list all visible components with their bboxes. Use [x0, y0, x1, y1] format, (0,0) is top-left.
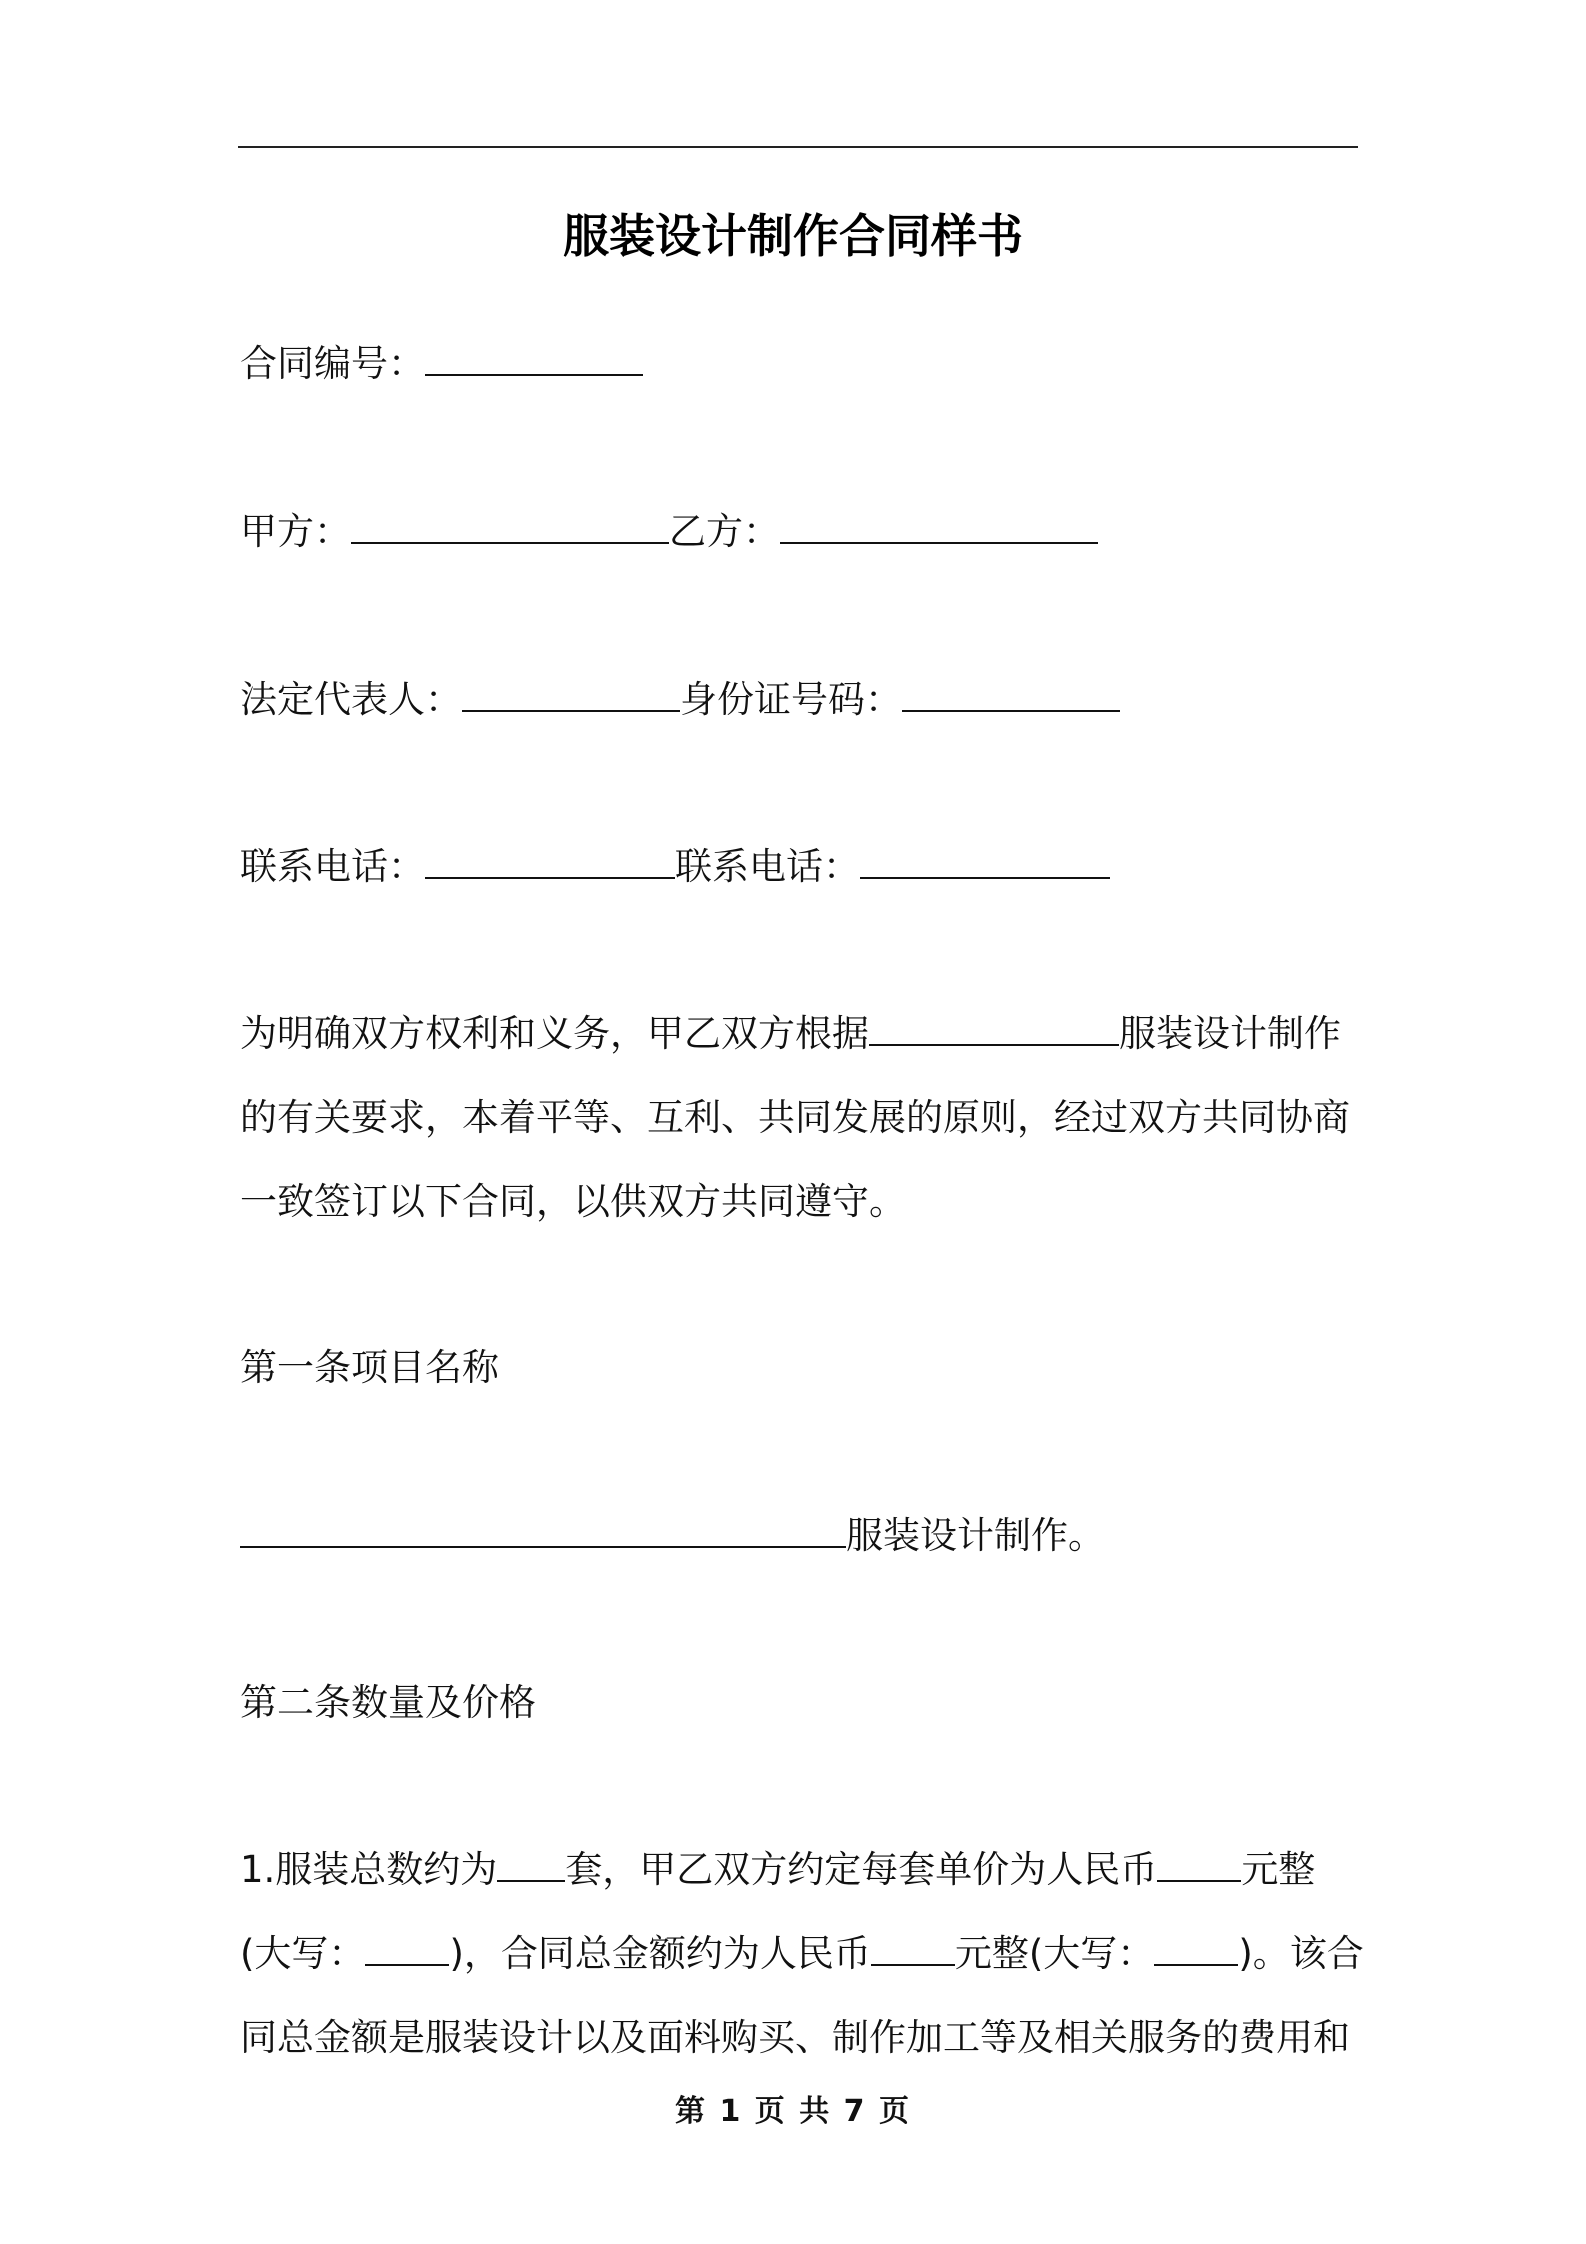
article-2-heading: 第二条数量及价格 [240, 1681, 536, 1724]
legal-rep-blank[interactable] [462, 676, 680, 712]
article-2-text-1c: 元整 [1241, 1848, 1316, 1891]
total-amount-blank[interactable] [871, 1930, 955, 1966]
total-amount-capital-blank[interactable] [1154, 1930, 1238, 1966]
intro-blank[interactable] [869, 1010, 1119, 1046]
article-2-text-2c: 元整(大写： [954, 1932, 1155, 1975]
header-rule [238, 146, 1358, 148]
id-number-label: 身份证号码： [680, 678, 902, 721]
article-2-text-1a: 1.服装总数约为 [240, 1848, 498, 1891]
article-2-row-1 [240, 1828, 1360, 1912]
phone-b-blank[interactable] [860, 843, 1110, 879]
intro-text-1b: 服装设计制作 [1119, 1012, 1341, 1055]
parties-line [240, 506, 1098, 558]
quantity-blank[interactable] [497, 1846, 565, 1882]
id-number-blank[interactable] [902, 676, 1120, 712]
article-2-text-2b: )，合同总金额约为人民币 [449, 1932, 871, 1975]
party-a-label: 甲方： [240, 510, 351, 553]
phone-a-blank[interactable] [425, 843, 675, 879]
project-name-blank[interactable] [240, 1512, 846, 1548]
article-2-text-2a: (大写： [240, 1932, 366, 1975]
article-2-row-3: 同总金额是服装设计以及面料购买、制作加工等及相关服务的费用和 [240, 2016, 1350, 2059]
party-b-blank[interactable] [780, 508, 1098, 544]
intro-paragraph [240, 992, 1360, 1244]
intro-row-2: 的有关要求，本着平等、互利、共同发展的原则，经过双方共同协商 [240, 1096, 1350, 1139]
article-1-text: 服装设计制作。 [846, 1514, 1105, 1557]
intro-row-3: 一致签订以下合同，以供双方共同遵守。 [240, 1180, 906, 1223]
contract-number-label: 合同编号： [240, 342, 425, 385]
legal-rep-label: 法定代表人： [240, 678, 462, 721]
unit-price-blank[interactable] [1157, 1846, 1241, 1882]
phone-b-label: 联系电话： [675, 845, 860, 888]
intro-text-1a: 为明确双方权利和义务，甲乙双方根据 [240, 1012, 869, 1055]
legal-rep-line [240, 674, 1120, 726]
contract-number-line [240, 338, 643, 390]
document-title: 服装设计制作合同样书 [563, 209, 1023, 263]
contract-number-blank[interactable] [425, 340, 643, 376]
article-2-paragraph [240, 1828, 1364, 2080]
page-footer: 第 1 页 共 7 页 [675, 2094, 911, 2129]
party-a-blank[interactable] [351, 508, 669, 544]
phone-a-label: 联系电话： [240, 845, 425, 888]
unit-price-capital-blank[interactable] [365, 1930, 449, 1966]
article-1-heading: 第一条项目名称 [240, 1346, 499, 1389]
intro-row-1 [240, 992, 1360, 1076]
party-b-label: 乙方： [669, 510, 780, 553]
article-1-content [240, 1510, 1105, 1562]
article-2-text-2d: )。该合 [1238, 1932, 1364, 1975]
article-2-text-1b: 套，甲乙双方约定每套单价为人民币 [565, 1848, 1158, 1891]
phone-line [240, 841, 1110, 893]
article-2-row-2 [240, 1912, 1364, 1996]
